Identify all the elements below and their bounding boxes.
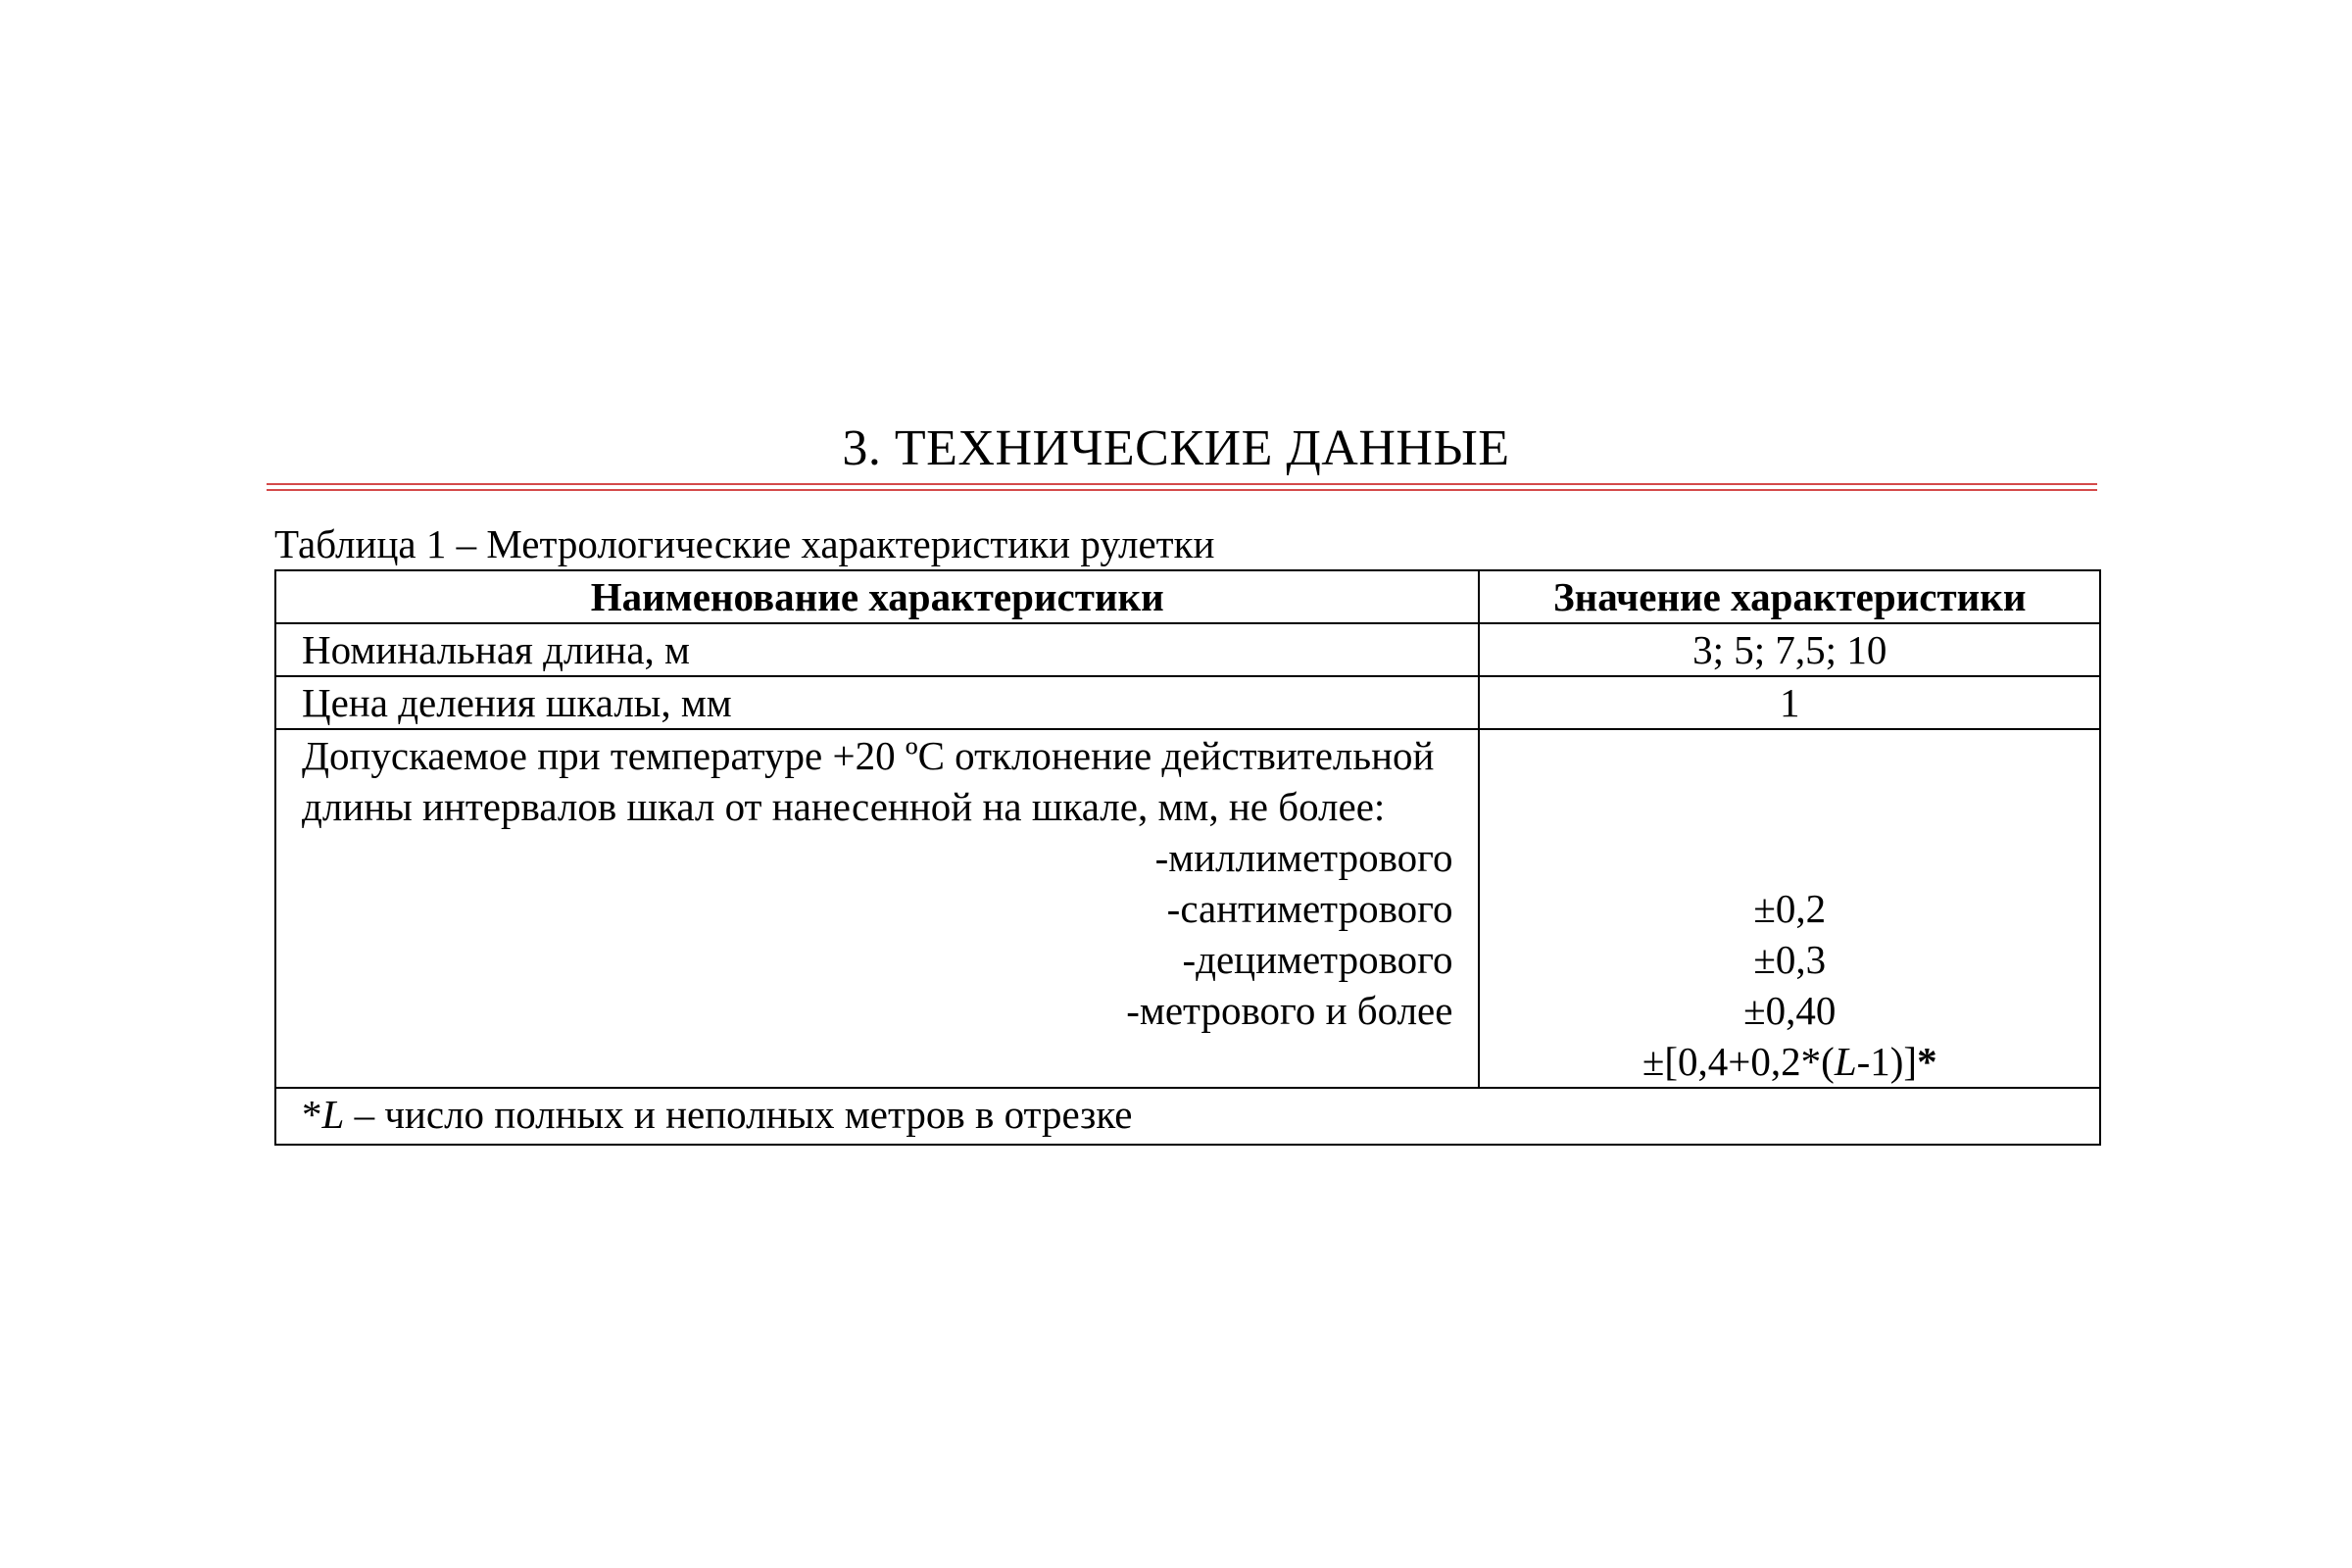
tolerance-value-meter-suffix: -1)]: [1856, 1039, 1918, 1084]
tolerance-label-meter: -метрового и более: [1126, 988, 1453, 1033]
row-name-scale-division: Цена деления шкалы, мм: [275, 676, 1479, 729]
header-characteristic-value: Значение характеристики: [1479, 570, 2100, 623]
tolerance-value-cell: [1479, 729, 2100, 1088]
footnote-text: – число полных и неполных метров в отрезке: [344, 1092, 1133, 1137]
footnote-mark: *: [302, 1092, 322, 1137]
header-characteristic-name: Наименование характеристики: [275, 570, 1479, 623]
row-name-nominal-length: Номинальная длина, м: [275, 623, 1479, 676]
tolerance-value-spacer: [1505, 730, 2074, 883]
tolerance-description: Допускаемое при температуре +20 ºС отклонение действительной длины интервалов шкал от нанесенной на шкале, мм, не более:: [302, 733, 1435, 829]
tolerance-label-decimeter: -дециметрового: [1182, 937, 1453, 982]
table-footnote-row: [275, 1088, 2100, 1145]
metrological-characteristics-table: [274, 569, 2101, 1146]
tolerance-value-meter-footnote-mark: *: [1917, 1039, 1937, 1084]
tolerance-label-centimeter: -сантиметрового: [1166, 886, 1453, 931]
row-value-scale-division: 1: [1479, 676, 2100, 729]
tolerance-value-millimeter: ±0,2: [1753, 886, 1827, 931]
title-divider-line-secondary: [267, 489, 2097, 491]
tolerance-value-meter-prefix: ±[0,4+0,2*(: [1642, 1039, 1835, 1084]
tolerance-name-cell: [275, 729, 1479, 1088]
footnote-variable: L: [321, 1092, 345, 1137]
table-header-row: [275, 570, 2100, 623]
tolerance-label-millimeter: -миллиметрового: [1154, 835, 1453, 880]
table-row-tolerance: [275, 729, 2100, 1088]
footnote-cell: [275, 1088, 2100, 1145]
tolerance-value-decimeter: ±0,40: [1743, 988, 1837, 1033]
table-caption: Таблица 1 – Метрологические характеристики рулетки: [274, 521, 1215, 566]
section-title: 3. ТЕХНИЧЕСКИЕ ДАННЫЕ: [842, 420, 1510, 476]
table-row: [275, 676, 2100, 729]
table-row: [275, 623, 2100, 676]
tolerance-value-meter-variable: L: [1834, 1039, 1857, 1084]
row-value-nominal-length: 3; 5; 7,5; 10: [1479, 623, 2100, 676]
title-divider-line: [267, 483, 2097, 485]
tolerance-value-centimeter: ±0,3: [1753, 937, 1827, 982]
tolerance-value-meter: [1505, 1036, 2074, 1087]
